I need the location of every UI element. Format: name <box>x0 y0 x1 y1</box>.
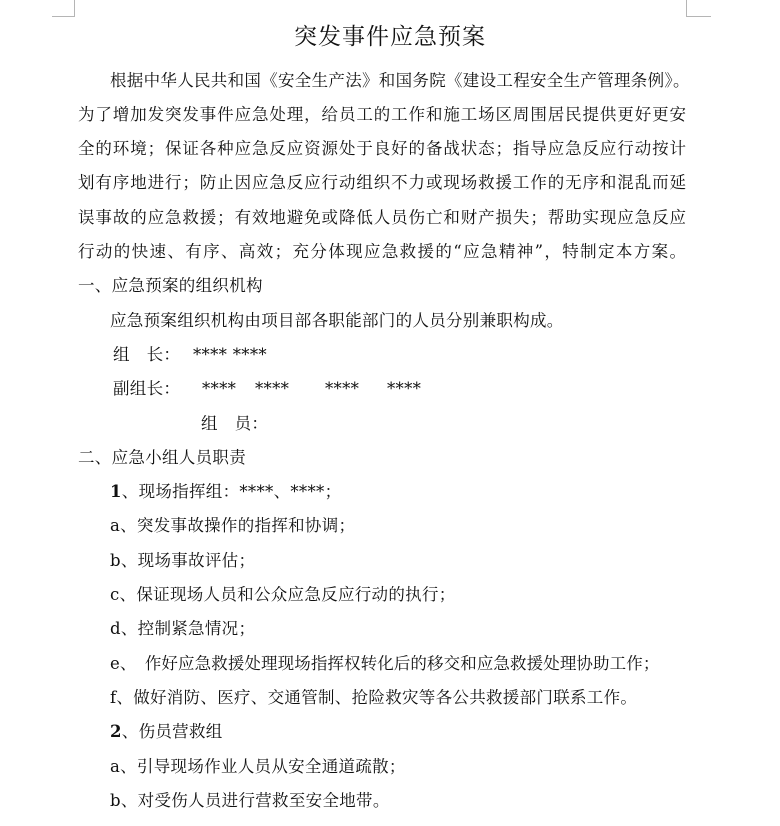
group-2-title-text: 、伤员营救组 <box>121 722 223 741</box>
group-1-title <box>110 480 341 504</box>
page-corner-mark-right <box>686 0 711 17</box>
group-2-item-b: b、对受伤人员进行营救至安全地带。 <box>110 791 390 810</box>
section-1-heading: 一、应急预案的组织机构 <box>78 276 263 295</box>
intro-line-2: 为了增加发突发事件应急处理，给员工的工作和施工场区周围居民提供更好更安 <box>78 105 686 124</box>
group-1-item-a: a、突发事故操作的指挥和协调； <box>110 516 356 535</box>
group-1-number: 1 <box>110 482 122 501</box>
leader-value: **** **** <box>193 345 267 364</box>
group-1-item-f: f、做好消防、医疗、交通管制、抢险救灾等各公共救援部门联系工作。 <box>110 688 638 707</box>
group-1-title-text: 、现场指挥组：****、****； <box>121 482 342 501</box>
group-2-item-a: a、引导现场作业人员从安全通道疏散； <box>110 757 406 776</box>
section-1-description: 应急预案组织机构由项目部各职能部门的人员分别兼职构成。 <box>110 311 564 330</box>
deputy-value-4: **** <box>387 379 422 398</box>
group-2-number: 2 <box>110 722 122 741</box>
group-2-title <box>110 720 223 744</box>
intro-line-3: 全的环境；保证各种应急反应资源处于良好的备战状态；指导应急反应行动按计 <box>78 139 686 158</box>
members-label: 组 员： <box>201 414 269 433</box>
deputy-value-1: **** <box>202 379 237 398</box>
intro-line-1: 根据中华人民共和国《安全生产法》和国务院《建设工程安全生产管理条例》。 <box>110 71 690 90</box>
deputy-value-2: **** <box>255 379 290 398</box>
deputy-value-3: **** <box>325 379 360 398</box>
document-title: 突发事件应急预案 <box>294 24 486 50</box>
group-1-item-d: d、控制紧急情况； <box>110 619 256 638</box>
deputy-label: 副组长： <box>113 379 181 398</box>
group-1-item-c: c、保证现场人员和公众应急反应行动的执行； <box>110 585 456 604</box>
intro-line-6: 行动的快速、有序、高效；充分体现应急救援的“应急精神”，特制定本方案。 <box>78 242 686 261</box>
group-1-item-e: e、 作好应急救援处理现场指挥权转化后的移交和应急救援处理协助工作； <box>110 654 660 673</box>
leader-label: 组 长： <box>113 345 181 364</box>
section-2-heading: 二、应急小组人员职责 <box>78 448 246 467</box>
intro-line-5: 误事故的应急救援；有效地避免或降低人员伤亡和财产损失；帮助实现应急反应 <box>78 208 686 227</box>
group-1-item-b: b、现场事故评估； <box>110 551 256 570</box>
intro-line-4: 划有序地进行；防止因应急反应行动组织不力或现场救援工作的无序和混乱而延 <box>78 173 686 192</box>
page-corner-mark-left <box>52 0 75 17</box>
